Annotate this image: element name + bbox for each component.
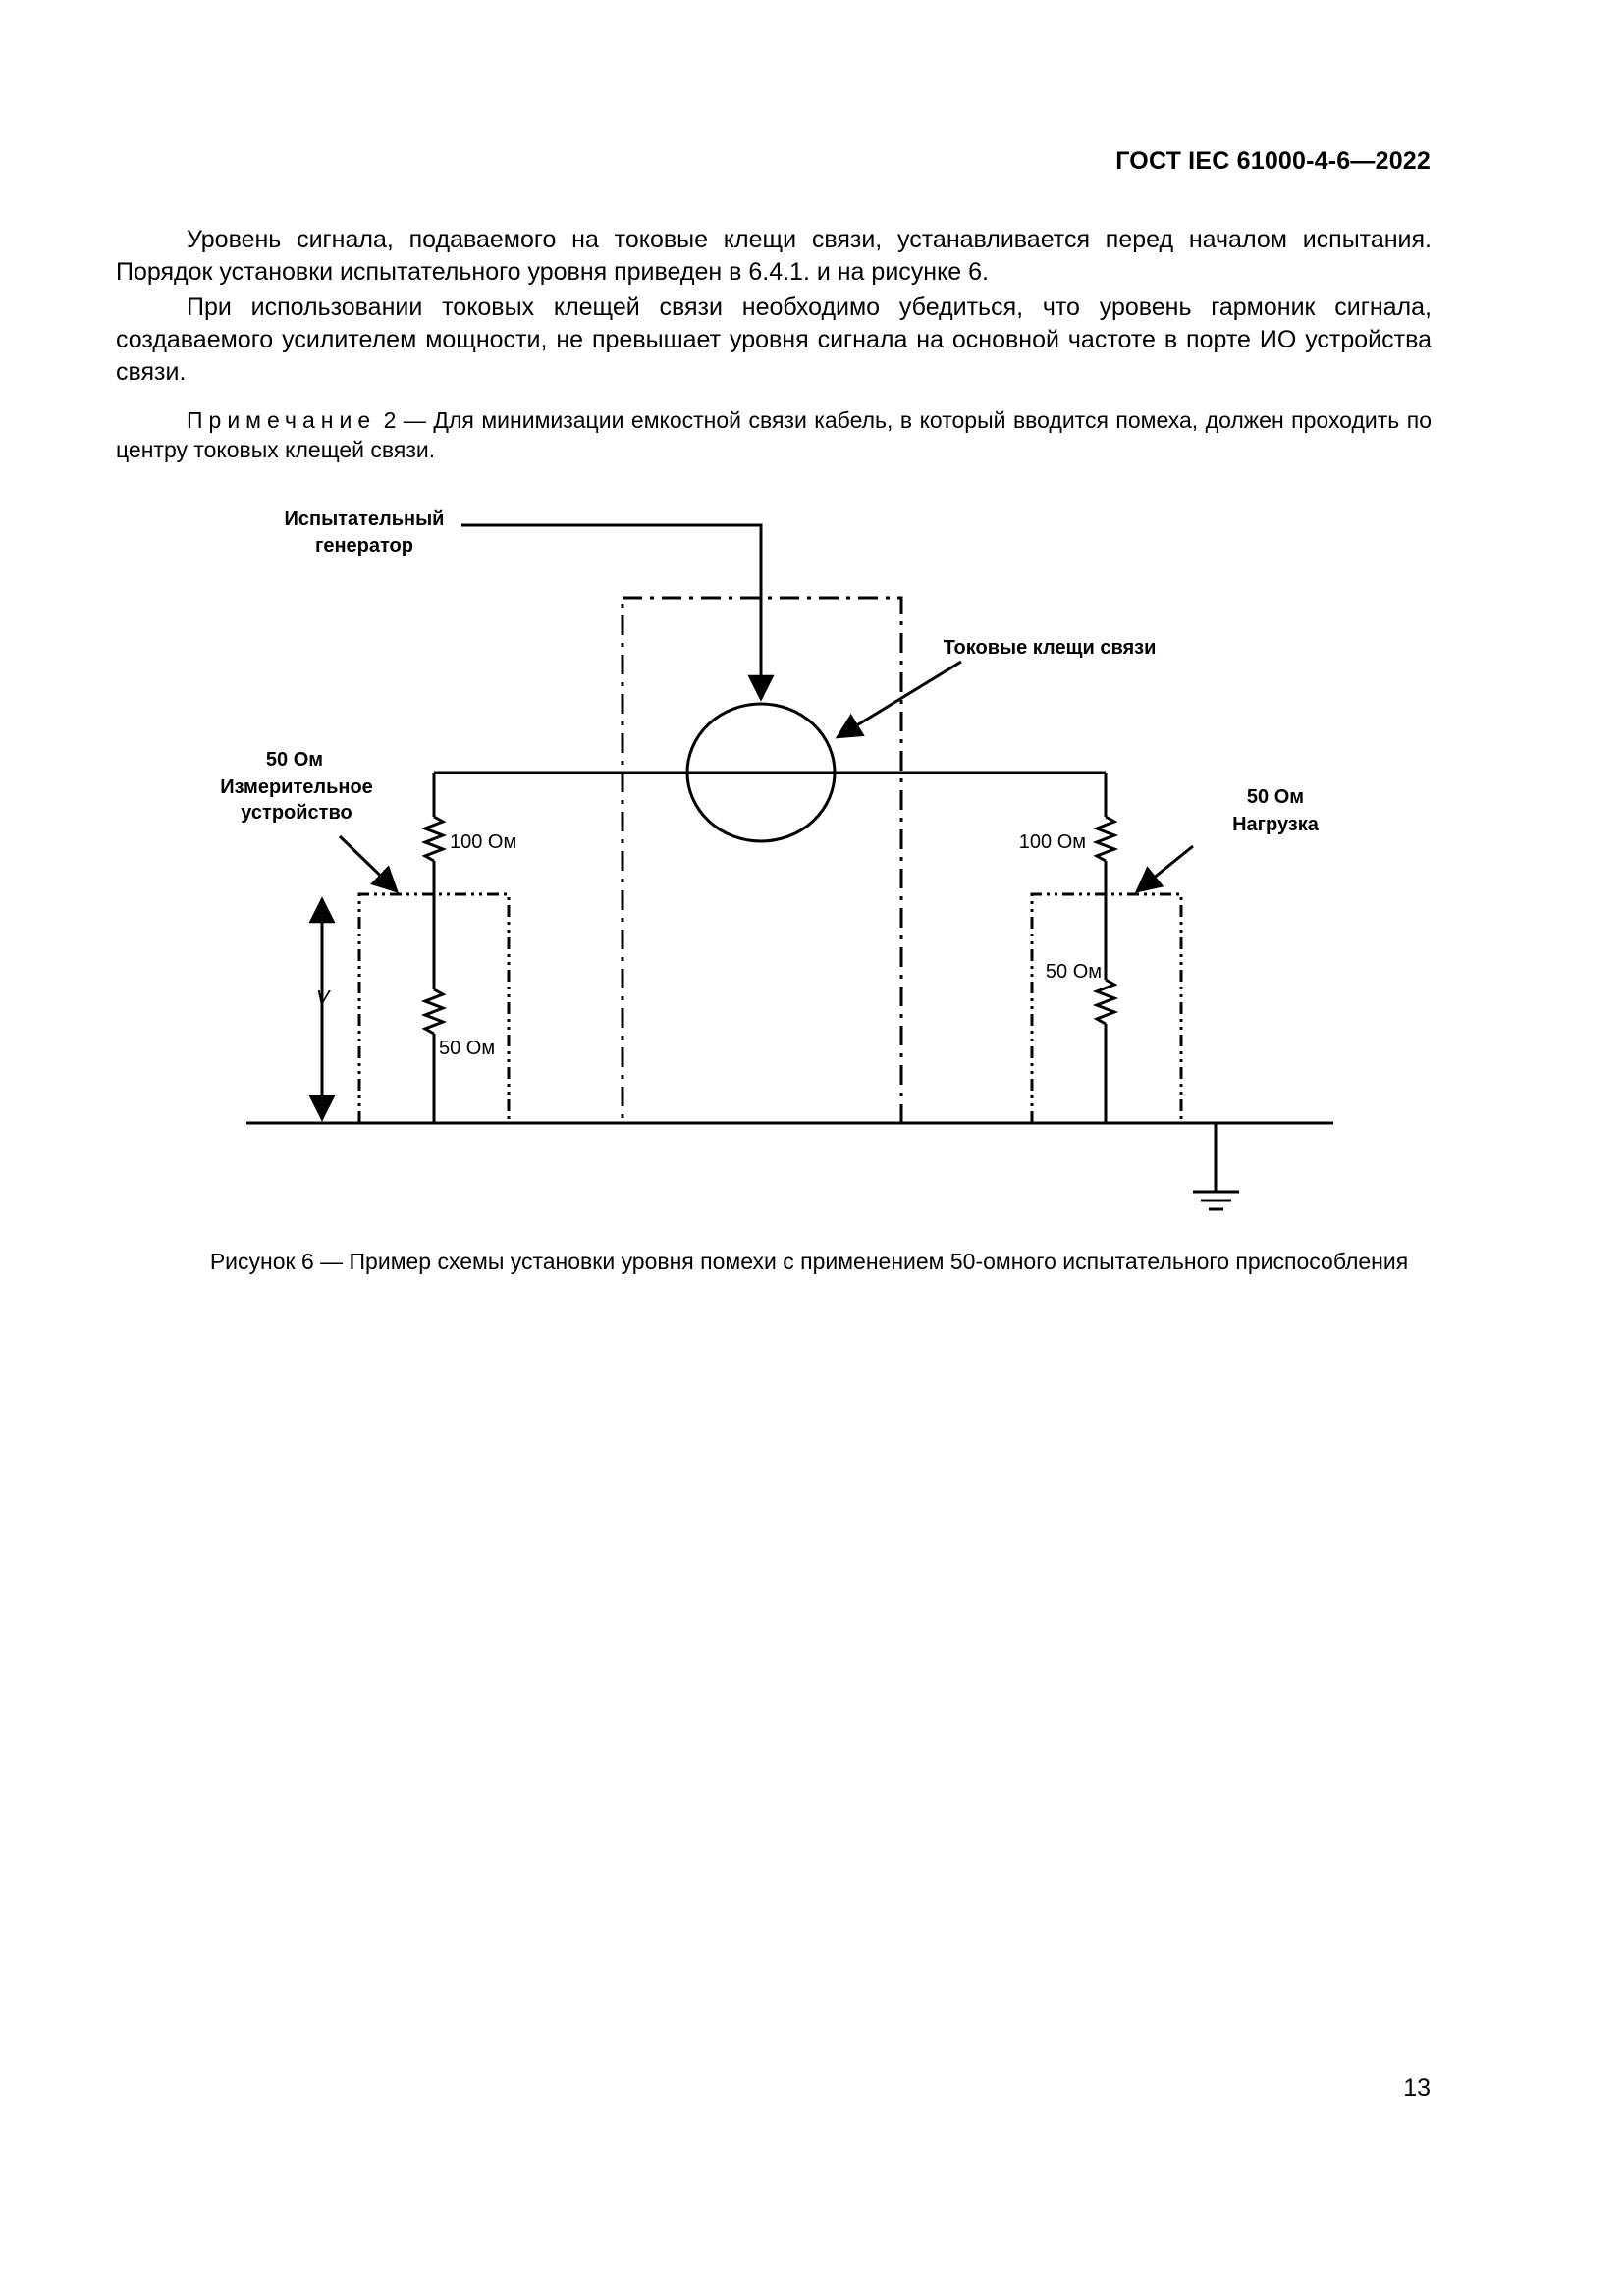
clamp-label: Токовые клещи связи [943,637,1157,659]
load-label-arrow [1137,846,1193,891]
right-resistor-top-label: 100 Ом [1018,831,1086,853]
right-resistor-bottom-label: 50 Ом [1045,961,1102,983]
meter-label-line1: 50 Ом [265,749,324,771]
voltage-label: V [316,988,330,1009]
standard-id-header: ГОСТ IEC 61000-4-6—2022 [1115,147,1431,175]
page-number: 13 [1403,2074,1431,2102]
figure-caption [0,1249,1624,1275]
meter-label-line2: Измерительное [220,776,373,798]
left-resistor-100 [425,817,443,861]
meter-label-arrow [340,836,397,891]
meter-label-line3: устройство [241,802,352,824]
load-label-line1: 50 Ом [1246,786,1305,808]
note-label: Примечание [187,407,377,433]
left-resistor-top-label: 100 Ом [450,831,517,853]
left-resistor-bottom-label: 50 Ом [439,1038,496,1059]
clamp-label-arrow [838,662,961,737]
figure-caption-text: Рисунок 6 — Пример схемы установки уровня помехи с применением 50-омного испытательного приспособления [209,1249,1409,1274]
left-resistor-50 [425,989,443,1034]
paragraph-1-text: Уровень сигнала, подаваемого на токовые клещи связи, устанавливается перед началом испытания. Порядок установки испытательного уровня приведен в 6.4.1. и на рисунке 6. [116,226,1432,286]
note-text: 2 — Для минимизации емкостной связи кабель, в который вводится помеха, должен проходить по центру токовых клещей связи. [116,407,1432,462]
right-resistor-100 [1097,817,1114,861]
paragraph-2-text: При использовании токовых клещей связи необходимо убедиться, что уровень гармоник сигнала, создаваемого усилителем мощности, не превышает уровня сигнала на основной частоте в порте ИО устройства связи. [116,294,1432,386]
generator-arrow [461,525,761,699]
right-resistor-50 [1097,980,1114,1024]
generator-label-line2: генератор [315,535,413,557]
generator-label-line1: Испытательный [284,508,445,530]
load-label-line2: Нагрузка [1232,814,1319,835]
